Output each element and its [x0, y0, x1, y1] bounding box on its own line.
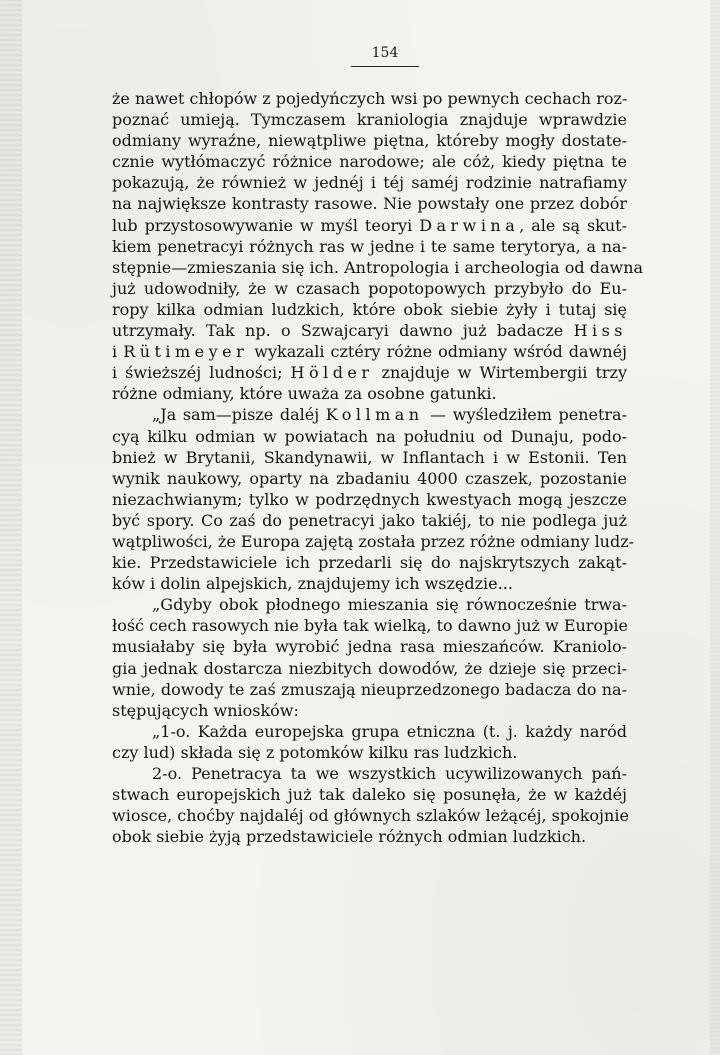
page-number: 154 — [371, 45, 399, 61]
spaced-name: Kollman — [325, 405, 424, 425]
text-line — [112, 320, 627, 341]
page-number-rule — [351, 66, 419, 67]
paragraph — [112, 88, 644, 404]
text-segment: , ale są skut- — [519, 215, 628, 235]
text-segment: i — [112, 342, 124, 362]
spaced-name: Hölder — [290, 363, 374, 383]
text-line: niezachwianym; tylko w podrzędnych kwestyach mogą jeszcze — [112, 489, 627, 509]
text-line: stępujących wniosków: — [112, 700, 299, 720]
spaced-name: Darwina — [419, 215, 520, 235]
spaced-name: Rütimeyer — [123, 342, 249, 362]
text-segment: i świeższéj ludności; — [112, 363, 291, 383]
text-line: wynik naukowy, oparty na zbadaniu 4000 czaszek, pozostanie — [112, 468, 627, 488]
text-segment: utrzymały. Tak np. o Szwajcaryi dawno już badacze — [112, 321, 574, 341]
text-line: 2-o. Penetracya ta we wszystkich ucywilizowanych pań- — [152, 764, 627, 783]
text-line: pokazują, że również w jednéj i téj saméj rodzinie natrafiamy — [112, 173, 627, 193]
text-line: już udowodniły, że w czasach popotopowych przybyło do Eu- — [112, 278, 627, 298]
text-segment: — wyśledziłem penetra- — [423, 405, 628, 425]
text-line: wiosce, choćby najdaléj od głównych szlaków leżącéj, spokojnie — [112, 806, 629, 826]
text-line: odmiany wyraźne, niewątpliwe piętna, któreby mogły dostate- — [112, 131, 627, 151]
text-segment: znajduje w Wirtembergii trzy — [373, 363, 627, 383]
text-line: „1-o. Każda europejska grupa etniczna (t. j. każdy naród — [152, 721, 627, 741]
text-segment: wykazali cztéry różne odmiany wśród dawnéj — [248, 342, 628, 362]
text-line: „Gdyby obok płodnego mieszania się równocześnie trwa- — [152, 595, 627, 615]
text-line: bnież w Brytanii, Skandynawii, w Inflantach i w Estonii. Ten — [112, 447, 627, 467]
paragraph — [112, 404, 635, 594]
paragraph — [112, 594, 627, 721]
text-line: czy lud) składa się z potomków kilku ras ludzkich. — [112, 742, 518, 762]
text-line: że nawet chłopów z pojedyńczych wsi po pewnych cechach roz- — [112, 89, 628, 108]
paragraph — [112, 721, 627, 763]
body-text — [112, 88, 644, 847]
text-line: na największe kontrasty rasowe. Nie powstały one przez dobór — [112, 194, 627, 214]
text-line: ków i dolin alpejskich, znajdujemy ich wszędzie... — [112, 574, 513, 594]
paragraph — [112, 763, 627, 847]
text-line: gia jednak dostarcza niezbitych dowodów, że dzieje się przeci- — [112, 658, 627, 678]
text-line — [112, 404, 627, 425]
text-line — [112, 215, 627, 236]
text-line: obok siebie żyją przedstawiciele różnych odmian ludzkich. — [112, 827, 587, 847]
text-segment: „Ja sam—pisze daléj — [152, 405, 326, 425]
text-line: wątpliwości, że Europa zajętą została przez różne odmiany ludz- — [112, 531, 635, 551]
text-line: wnie, dowody te zaś zmuszają nieuprzedzonego badacza do na- — [112, 679, 627, 699]
text-line: kie. Przedstawiciele ich przedarli się do najskrytszych zakąt- — [112, 553, 627, 573]
scan-edge-right — [710, 0, 720, 1055]
text-line — [112, 341, 627, 362]
text-segment: lub przystosowywanie w myśl teoryi — [112, 215, 420, 235]
text-line: kiem penetracyi różnych ras w jedne i te same terytorya, a na- — [112, 236, 627, 256]
text-line: musiałaby się była wyrobić jedna rasa mieszańców. Kraniolo- — [112, 637, 627, 657]
text-line: stępnie—zmieszania się ich. Antropologia i archeologia od dawna — [112, 257, 644, 277]
text-line: cyą kilku odmian w powiatach na południu od Dunaju, podo- — [112, 426, 627, 446]
scan-edge-left — [0, 0, 22, 1055]
text-line — [112, 362, 627, 383]
text-line: cznie wytłómaczyć różnice narodowe; ale cóż, kiedy piętna te — [112, 152, 627, 172]
text-line: łość cech rasowych nie była tak wielką, to dawno już w Europie — [112, 616, 628, 636]
text-line: stwach europejskich już tak daleko się posunęła, że w każdéj — [112, 785, 627, 805]
text-line: być spory. Co zaś do penetracyi jako takiéj, to nie podlega już — [112, 510, 627, 530]
spaced-name: Hiss — [573, 321, 627, 341]
text-line: różne odmiany, które uważa za osobne gatunki. — [112, 384, 497, 404]
text-line: ropy kilka odmian ludzkich, które obok siebie żyły i tutaj się — [112, 299, 627, 319]
text-line: poznać umieją. Tymczasem kraniologia znajduje wprawdzie — [112, 110, 627, 130]
